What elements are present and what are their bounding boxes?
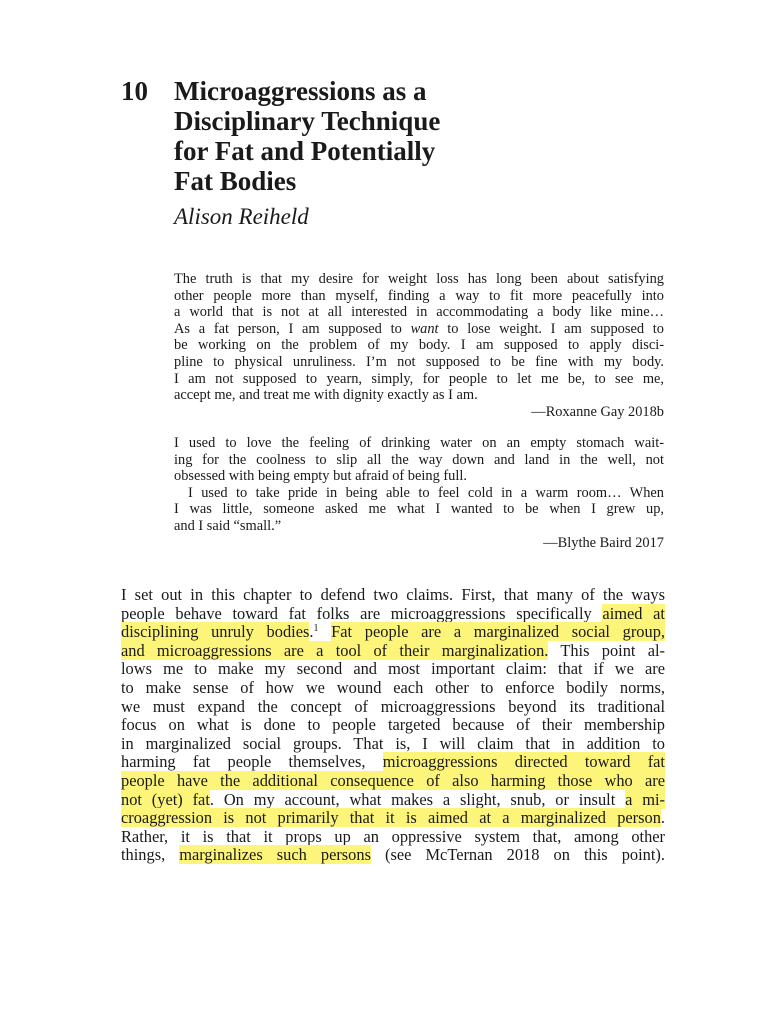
- epigraph-line: accept me, and treat me with dignity exactly as I am.: [174, 387, 478, 404]
- body-line: lows me to make my second and most important claim: that if we are: [121, 659, 665, 679]
- highlighted-text: disciplining unruly bodies: [121, 622, 310, 642]
- body-line: Rather, it is that it props up an oppressive system that, among other: [121, 826, 665, 846]
- chapter-title-line: Fat Bodies: [174, 166, 297, 196]
- epigraph-line: other people more than myself, finding a way to fit more peacefully into: [174, 287, 664, 304]
- footnote-marker[interactable]: 1: [313, 623, 319, 635]
- epigraph-attribution: —Roxanne Gay 2018b: [531, 403, 664, 420]
- epigraph-line: I am not supposed to yearn, simply, for people to let me be, to see me,: [174, 370, 664, 387]
- chapter-title-line: Microaggressions as a: [174, 76, 427, 106]
- body-line: to make sense of how we wound each other to enforce bodily norms,: [121, 677, 665, 697]
- body-line: disciplining unruly bodies.$^1$ Fat people are a marginalized social group,: [121, 622, 665, 642]
- epigraph-line: be working on the problem of my body. I am supposed to apply disci-: [174, 337, 664, 354]
- body-text: harming fat people themselves,: [121, 752, 383, 772]
- chapter-title-line: for Fat and Potentially: [174, 136, 436, 166]
- body-line: I set out in this chapter to defend two claims. First, that many of the ways: [121, 585, 665, 604]
- highlighted-text: microaggressions directed toward fat: [382, 752, 665, 772]
- highlighted-text: people have the additional consequence of also harming those who are: [121, 770, 665, 790]
- body-line: [121, 809, 665, 828]
- epigraph-roxanne-gay: [174, 271, 664, 420]
- epigraph-text: As a fat person, I am supposed to: [174, 320, 411, 337]
- epigraph-line: I used to take pride in being able to feel cold in a warm room… When: [188, 484, 664, 501]
- epigraph-line: obsessed with being empty but afraid of being full.: [174, 468, 467, 485]
- chapter-author: Alison Reiheld: [174, 204, 309, 229]
- body-line: in marginalized social groups. That is, I will claim that in addition to: [121, 733, 665, 753]
- body-line: focus on what is done to people targeted because of their membership: [121, 715, 665, 735]
- chapter-title: [174, 76, 614, 196]
- body-paragraph: [121, 586, 665, 865]
- epigraph-attribution: —Blythe Baird 2017: [543, 534, 664, 551]
- epigraph-line: ing for the coolness to slip all the way down and land in the well, not: [174, 451, 664, 468]
- chapter-title-line: Disciplinary Technique: [174, 106, 441, 136]
- highlighted-text: croaggression is not primarily that it is aimed at a marginalized person: [121, 808, 661, 828]
- body-line: [121, 642, 665, 661]
- body-text: (see McTernan 2018 on this point).: [370, 845, 665, 865]
- epigraph-line: pline to physical unruliness. I’m not supposed to be fine with my body.: [174, 353, 664, 370]
- body-text: things,: [121, 845, 180, 865]
- highlighted-text: marginalizes such persons: [179, 845, 371, 865]
- highlighted-text: a mi-: [625, 789, 665, 809]
- epigraph-emphasis: want: [410, 320, 439, 337]
- highlighted-text: aimed at: [602, 603, 665, 623]
- epigraph-line: a world that is not at all interested in accommodating a body like mine…: [174, 304, 664, 321]
- highlighted-text: and microaggressions are a tool of their marginalization.: [121, 640, 549, 660]
- body-text: This point al-: [548, 640, 665, 660]
- chapter-number: 10: [121, 76, 148, 106]
- epigraph-line: I was little, someone asked me what I wanted to be when I grew up,: [174, 501, 664, 518]
- highlighted-text: Fat people are a marginalized social group,: [331, 622, 665, 642]
- body-line: we must expand the concept of microaggressions beyond its traditional: [121, 696, 665, 716]
- body-line: [121, 605, 665, 624]
- epigraph-text: to lose weight. I am supposed to: [438, 320, 664, 337]
- epigraph-line: I used to love the feeling of drinking water on an empty stomach wait-: [174, 435, 664, 451]
- body-text: .: [660, 808, 665, 828]
- body-text: . On my account, what makes a slight, snub, or insult: [209, 789, 626, 809]
- body-line: [121, 772, 665, 791]
- epigraph-blythe-baird: [174, 435, 664, 551]
- epigraph-line: [174, 321, 664, 338]
- body-text: people behave toward fat folks are microaggressions specifically: [121, 603, 603, 623]
- body-line: [121, 791, 665, 810]
- highlighted-text: not (yet) fat: [121, 789, 210, 809]
- epigraph-line: and I said “small.”: [174, 517, 282, 534]
- body-line: [121, 846, 665, 865]
- epigraph-line: The truth is that my desire for weight loss has long been about satisfying: [174, 271, 664, 287]
- body-line: [121, 753, 665, 772]
